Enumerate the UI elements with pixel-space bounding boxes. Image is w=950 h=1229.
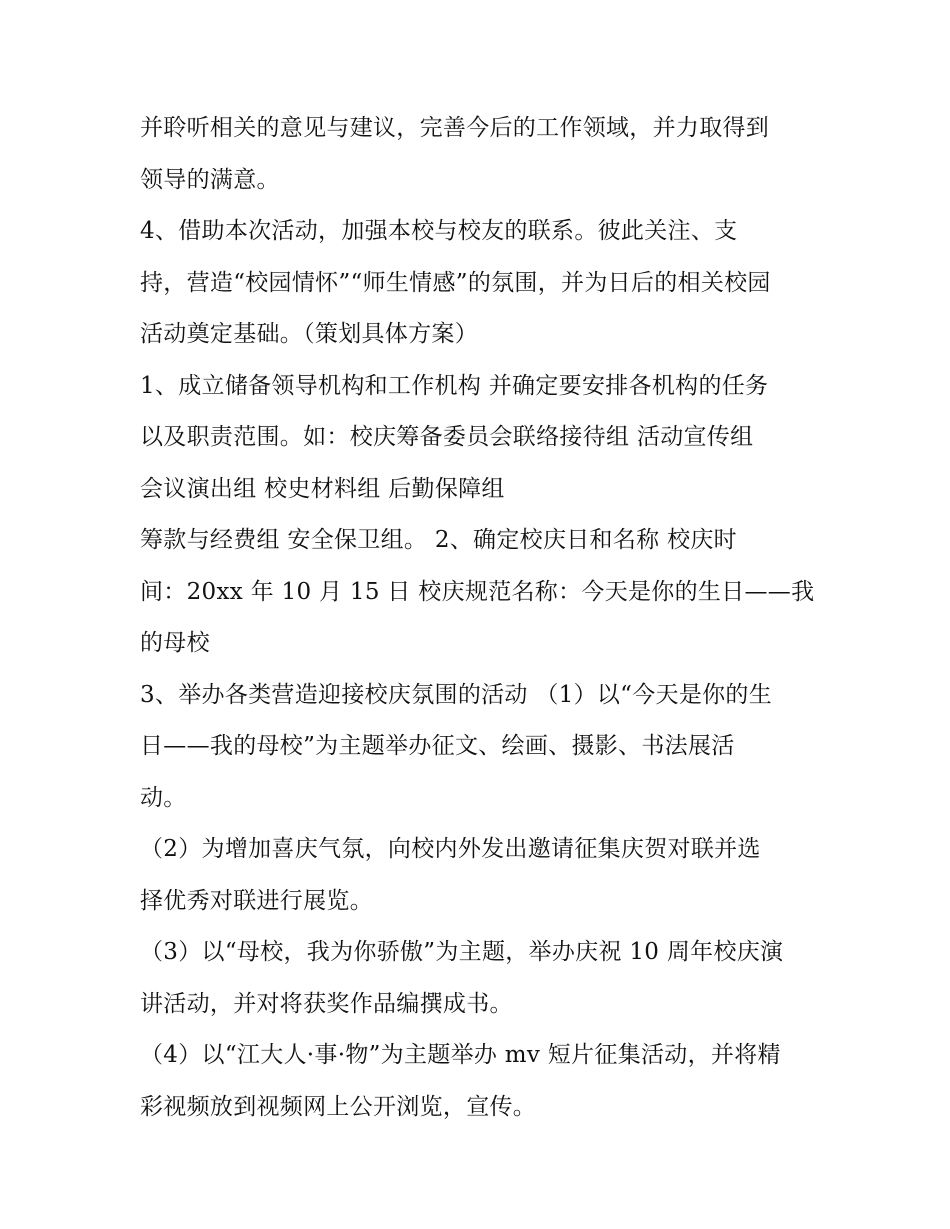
document-body [140,103,830,1133]
text-line: 1、成立储备领导机构和工作机构 并确定要安排各机构的任务 [140,372,769,399]
text-line: 讲活动，并对将获奖作品编撰成书。 [140,990,513,1017]
text-line: 持，营造“校园情怀”“师生情感”的氛围，并为日后的相关校园 [140,269,771,296]
text-line: 日——我的母校”为主题举办征文、绘画、摄影、书法展活 [140,733,735,759]
text-line: （2）为增加喜庆气氛，向校内外发出邀请征集庆贺对联并选 [140,836,761,862]
text-line: 筹款与经费组 安全保卫组。 2、确定校庆日和名称 校庆时 [140,527,737,553]
text-line: （3）以“母校，我为你骄傲”为主题，举办庆祝 10 周年校庆演 [140,939,784,965]
text-line: 彩视频放到视频网上公开浏览，宣传。 [140,1093,537,1120]
text-line: 间：20xx 年 10 月 15 日 校庆规范名称：今天是你的生日——我 [140,578,815,605]
text-line: （4）以“江大人·事·物”为主题举办 mv 短片征集活动，并将精 [140,1042,781,1068]
text-line: 3、举办各类营造迎接校庆氛围的活动 （1）以“今天是你的生 [140,681,773,708]
text-line: 动。 [140,784,187,811]
text-line: 活动奠定基础。（策划具体方案） [140,321,478,347]
text-line: 4、借助本次活动，加强本校与校友的联系。彼此关注、支 [140,218,738,244]
text-line: 的母校 [140,630,210,656]
text-line: 领导的满意。 [140,166,280,193]
text-line: 择优秀对联进行展览。 [140,887,373,914]
text-line: 以及职责范围。如：校庆筹备委员会联络接待组 活动宣传组 [140,424,754,450]
text-line: 会议演出组 校史材料组 后勤保障组 [140,475,505,502]
text-line: 并聆听相关的意见与建议，完善今后的工作领域，并力取得到 [140,115,770,141]
